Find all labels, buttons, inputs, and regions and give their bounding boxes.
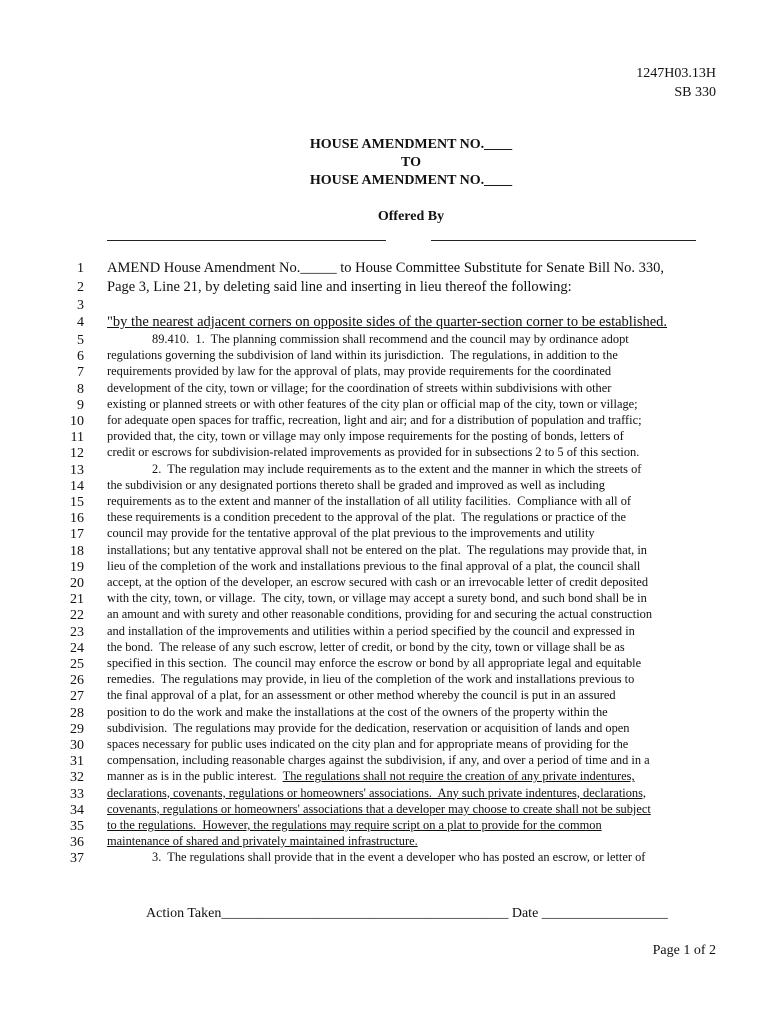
text-line (107, 413, 642, 428)
text-line-content: these requirements is a condition precedent to the approval of the plat. The regulations or practice of the (107, 510, 626, 525)
text-line (107, 445, 639, 460)
line-number: 19 (70, 559, 84, 575)
text-line (107, 348, 618, 363)
text-line-content: covenants, regulations or homeowners' associations that a developer may choose to create shall not be subject (107, 801, 651, 816)
text-line-content: position to do the work and make the installations at the cost of the owners of the property within the (107, 704, 608, 719)
text-line (107, 332, 629, 347)
line-number: 22 (70, 608, 84, 624)
text-line (107, 314, 667, 331)
line-number: 31 (70, 754, 84, 770)
line-number: 21 (70, 592, 84, 608)
text-line (107, 607, 652, 622)
text-line-content: "by the nearest adjacent corners on opposite sides of the quarter-section corner to be established. (107, 314, 668, 330)
line-number: 37 (70, 851, 84, 867)
line-number: 4 (77, 315, 84, 330)
text-line-content: the subdivision or any designated portions thereto shall be graded and improved as well as including (107, 477, 605, 492)
line-number: 29 (70, 721, 84, 737)
text-line (107, 802, 651, 817)
line-number: 26 (70, 673, 84, 689)
line-number: 2 (77, 280, 84, 295)
text-line (107, 575, 648, 590)
text-line-content: remedies. The regulations may provide, in lieu of the completion of the work and installations previous to (107, 672, 635, 687)
text-line-content: requirements as to the extent and manner of the installation of all utility facilities. Compliance with all of (107, 494, 632, 508)
text-line (107, 753, 650, 768)
line-number: 18 (70, 543, 84, 559)
text-line (107, 279, 572, 296)
text-line (107, 834, 418, 849)
line-number: 7 (77, 365, 84, 381)
document-code: 1247H03.13H (636, 66, 716, 81)
text-line (107, 769, 635, 784)
line-number: 36 (70, 835, 84, 851)
amendment-text (107, 0, 717, 1024)
text-line-content: to the regulations. However, the regulations may require script on a plat to provide for the common (107, 818, 602, 832)
title-line-3: HOUSE AMENDMENT NO.____ (309, 173, 513, 188)
line-number: 23 (70, 624, 84, 640)
line-number: 25 (70, 657, 84, 672)
text-line (107, 397, 638, 412)
text-line (107, 429, 624, 444)
line-number: 1 (77, 261, 84, 276)
line-number: 35 (70, 819, 84, 834)
text-line-content: compensation, including reasonable charges against the subdivision, if any, and over a period of time and in a (107, 753, 650, 768)
text-line-content: Page 3, Line 21, by deleting said line and inserting in lieu thereof the following: (107, 279, 572, 295)
text-line-content: installations; but any tentative approval shall not be entered on the plat. The regulations may provide that, in (107, 542, 648, 557)
text-line (107, 526, 595, 541)
text-line (107, 721, 629, 736)
text-line-content: 2. The regulation may include requirements as to the extent and the manner in which the streets of (152, 461, 642, 476)
title-line-1: HOUSE AMENDMENT NO.____ (309, 137, 513, 152)
line-number: 32 (70, 770, 84, 786)
text-line (107, 640, 625, 655)
line-number: 10 (70, 414, 84, 429)
line-number: 30 (70, 738, 84, 753)
text-line-underlined: The regulations shall not require the creation of any private indentures, (282, 769, 635, 784)
text-line-content: an amount and with surety and other reasonable conditions, providing for and securing the actual construction (107, 607, 653, 622)
text-line-content: maintenance of shared and privately maintained infrastructure. (107, 834, 418, 849)
text-line-content: lieu of the completion of the work and installations previous to the final approval of a plat, the council shall (107, 558, 641, 573)
line-number: 20 (70, 576, 84, 591)
line-number: 28 (70, 705, 84, 721)
text-line-content: requirements provided by law for the approval of plats, may provide requirements for the coordinated (107, 364, 612, 379)
bill-number: SB 330 (674, 85, 716, 100)
text-line (107, 260, 664, 277)
line-number: 17 (70, 527, 84, 543)
text-line (107, 543, 647, 558)
text-line-content: council may provide for the tentative approval of the plat previous to the improvements and utility (107, 526, 595, 541)
text-line-content: regulations governing the subdivision of land within its jurisdiction. The regulations, in addition to the (107, 348, 618, 363)
text-line-content: existing or planned streets or with other features of the city plan or official map of the city, town or village; (107, 396, 638, 411)
text-line (107, 559, 640, 574)
line-number: 24 (70, 640, 84, 656)
line-number: 33 (70, 786, 84, 802)
line-number: 15 (70, 495, 84, 510)
text-line-content: provided that, the city, town or village may only impose requirements for the posting of bonds, letters of (107, 429, 624, 444)
line-number: 13 (70, 462, 84, 478)
text-line-content: manner as is in the public interest. (107, 769, 283, 784)
line-number: 14 (70, 478, 84, 494)
text-line (107, 672, 634, 687)
text-line-content: specified in this section. The council may enforce the escrow or bond by all appropriate legal and equitable (107, 656, 642, 670)
line-number: 12 (70, 446, 84, 462)
page-number: Page 1 of 2 (652, 943, 716, 958)
text-line (107, 494, 631, 509)
text-line-content: with the city, town, or village. The city, town, or village may accept a surety bond, and such bond shall be in (107, 591, 647, 606)
text-line (107, 624, 635, 639)
text-line (107, 462, 641, 477)
line-number: 6 (77, 349, 84, 365)
line-number: 11 (70, 430, 84, 446)
line-number: 5 (77, 333, 84, 348)
text-line-content: for adequate open spaces for traffic, recreation, light and air; and for a distribution of population and traffic; (107, 413, 642, 427)
text-line (107, 786, 646, 801)
text-line (107, 381, 611, 396)
text-line (107, 688, 616, 703)
line-number: 34 (70, 802, 84, 818)
text-line-content: 3. The regulations shall provide that in the event a developer who has posted an escrow, or letter of (152, 850, 646, 865)
text-line (107, 510, 626, 525)
text-line-content: spaces necessary for public uses indicated on the city plan and for appropriate means of providing for the (107, 737, 629, 751)
line-number: 8 (77, 381, 84, 397)
text-line-content: accept, at the option of the developer, an escrow secured with cash or an irrevocable letter of credit deposited (107, 575, 649, 589)
text-line (107, 818, 602, 833)
text-line-content: AMEND House Amendment No._____ to House Committee Substitute for Senate Bill No. 330, (107, 260, 664, 276)
text-line-content: and installation of the improvements and utilities within a period specified by the council and expressed in (107, 623, 635, 638)
text-line-content: the final approval of a plat, for an assessment or other method whereby the council is put in an assured (107, 688, 616, 703)
text-line-content: declarations, covenants, regulations or homeowners' associations. Any such private indentures, declarations, (107, 785, 647, 800)
text-line (107, 591, 647, 606)
line-number: 16 (70, 511, 84, 527)
text-line (107, 705, 608, 720)
text-line (107, 656, 641, 671)
line-number: 9 (77, 397, 84, 413)
text-line-content: credit or escrows for subdivision-related improvements as provided for in subsections 2 to 5 of this section. (107, 445, 640, 460)
line-number: 3 (77, 298, 84, 313)
text-line (107, 737, 628, 752)
line-number: 27 (70, 689, 84, 705)
text-line (107, 364, 611, 379)
title-line-2: TO (401, 155, 421, 170)
text-line-content: subdivision. The regulations may provide for the dedication, reservation or acquisition of lands and open (107, 720, 630, 735)
text-line (107, 850, 645, 865)
line-numbers (60, 0, 84, 1024)
text-line (107, 478, 605, 493)
text-line-content: development of the city, town or village; for the coordination of streets within subdivisions with other (107, 380, 612, 395)
action-taken-line: Action Taken_________________________________________ Date __________________ (146, 906, 668, 921)
text-line-content: the bond. The release of any such escrow, letter of credit, or bond by the city, town or village shall be as (107, 639, 625, 654)
offered-by: Offered By (377, 209, 445, 224)
text-line-content: 89.410. 1. The planning commission shall recommend and the council may by ordinance adopt (152, 332, 629, 346)
